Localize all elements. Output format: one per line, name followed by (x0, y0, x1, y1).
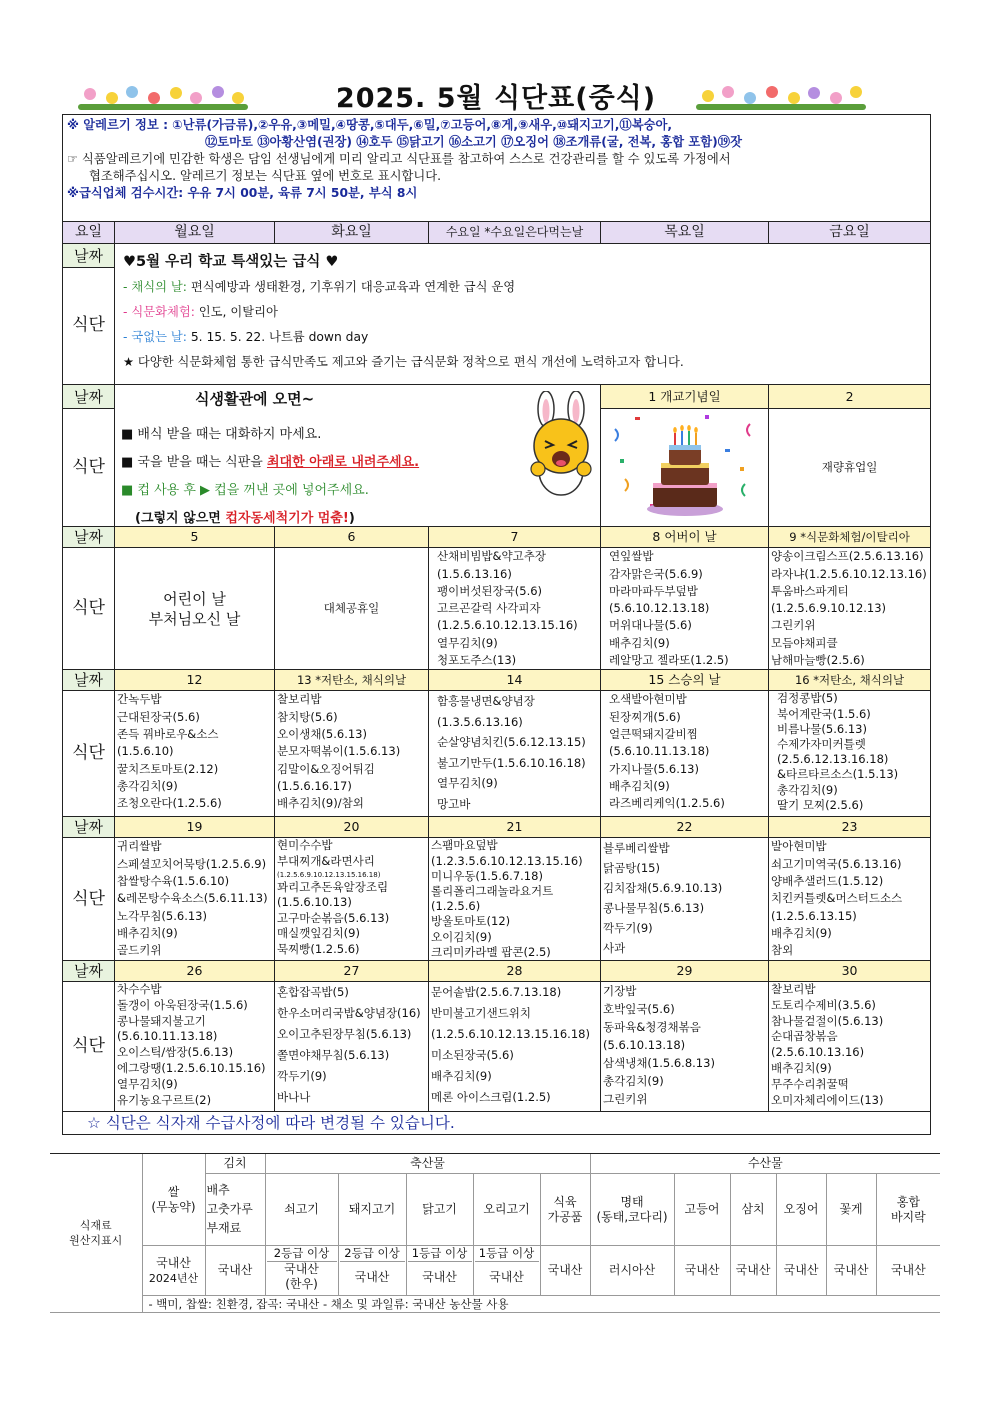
date-may-27: 27 (275, 961, 429, 982)
date-label: 날짜 (63, 817, 115, 838)
culture-label: - 식문화체험: (123, 305, 195, 319)
crab-origin: 국내산 (826, 1246, 876, 1296)
menu-may-13: 찰보리밥 참치탕(5.6) 오이생채(5.6.13) 분모자떡볶이(1.5.6.13) 김말이&오징어튀김 (1.5.6.16.17) 배추김치(9)/참외 (275, 691, 429, 817)
date-may-9: 9 *식문화체험/이탈리아 (769, 527, 931, 548)
kimchi-origin: 국내산 (205, 1246, 265, 1296)
day-header-label: 요일 (63, 222, 115, 244)
date-may-21: 21 (429, 817, 601, 838)
rule-4: (그렇지 않으면 컵자동세척기가 멈춤!) (135, 511, 355, 526)
cafeteria-title: 식생활관에 오면~ (195, 390, 315, 408)
menu-label: 식단 (63, 691, 115, 817)
origin-table (50, 1153, 940, 1313)
date-may-16: 16 *저탄소, 채식의날 (769, 670, 931, 691)
date-may-12: 12 (115, 670, 275, 691)
bunny-character-icon (521, 391, 601, 501)
menu-label: 식단 (63, 548, 115, 670)
rule-1: ■ 배식 받을 때는 대화하지 마세요. (121, 427, 322, 442)
menu-may-7: 산채비빔밥&약고추장 (1.5.6.13.16) 팽이버섯된장국(5.6) 고르곤갈릭 사각피자 (1.2.5.6.10.12.13.15.16) 열무김치(9) 청포도주스(13) (429, 548, 601, 670)
menu-label: 식단 (63, 838, 115, 961)
allergy-line-2: ⑫토마토 ⑬아황산염(권장) ⑭호두 ⑮닭고기 ⑯소고기 ⑰오징어 ⑱조개류(굴, 전복, 홍합 포함)⑲잣 (205, 135, 742, 149)
menu-may-26: 차수수밥 돌갱이 아욱된장국(1.5.6) 콩나물돼지불고기 (5.6.10.11.13.18) 오이스틱/쌈장(5.6.13) 에그랑땡(1.2.5.6.10.15.16) 열무김치(9) 유기농요구르트(2) (115, 982, 275, 1112)
duck-origin: 1등급 이상 국내산 (473, 1246, 540, 1296)
date-may-23: 23 (769, 817, 931, 838)
day-header-mon: 월요일 (115, 222, 275, 244)
date-may-2: 2 (769, 385, 931, 409)
date-may-20: 20 (275, 817, 429, 838)
cafeteria-rules (115, 385, 601, 527)
flower-decoration-right (696, 84, 866, 110)
menu-may-14: 함흥물냉면&양념장 (1.3.5.6.13.16) 순살양념치킨(5.6.12.13.15) 불고기만두(1.5.6.10.16.18) 열무김치(9) 망고바 (429, 691, 601, 817)
origin-note: - 백미, 찹쌀: 친환경, 잡곡: 국내산 - 채소 및 과일류: 국내산 농산물 사용 (142, 1296, 940, 1313)
special-meal-info (115, 244, 931, 385)
menu-may-27: 혼합잡곡밥(5) 한우소머리국밥&양념장(16) 오이고추된장무침(5.6.13) 쫄면야채무침(5.6.13) 깍두기(9) 바나나 (275, 982, 429, 1112)
crab-header: 꽃게 (826, 1174, 876, 1246)
beef-origin: 2등급 이상 국내산 (한우) (265, 1246, 338, 1296)
birthday-cake-icon (605, 409, 765, 521)
date-may-15: 15 스승의 날 (601, 670, 769, 691)
inspection-time: ※급식업체 검수시간: 우유 7시 00분, 육류 7시 50분, 부식 8시 (67, 186, 418, 200)
date-may-22: 22 (601, 817, 769, 838)
date-may-28: 28 (429, 961, 601, 982)
menu-may-19: 귀리쌀밥 스페셜꼬치어묵탕(1.2.5.6.9) 찹쌀탕수육(1.5.6.10) &레몬탕수육소스(5.6.11.13) 노각무침(5.6.13) 배추김치(9) 골드키위 (115, 838, 275, 961)
pollock-origin: 러시아산 (590, 1246, 674, 1296)
date-label: 날짜 (63, 527, 115, 548)
guide-line-1: ☞ 식품알레르기에 민감한 학생은 담임 선생님에게 미리 알리고 식단표를 참고하여 스스로 건강관리를 할 수 있도록 가정에서 (67, 152, 731, 166)
squid-origin: 국내산 (776, 1246, 826, 1296)
day-header-thu: 목요일 (601, 222, 769, 244)
no-soup-label: - 국없는 날: (123, 330, 187, 344)
menu-may-20: 현미수수밥 부대찌개&라면사리 (1.2.5.6.9.10.12.13.15.16.18) 꽈리고추돈육알장조림 (1.5.6.10.13) 고구마순볶음(5.6.13) 매실깻잎김치(9) 묵찌빵(1.2.5.6) (275, 838, 429, 961)
rice-header: 쌀 (무농약) (142, 1154, 205, 1246)
pork-header: 돼지고기 (338, 1174, 406, 1246)
kimchi-items: 배추 고춧가루 부재료 (205, 1174, 265, 1246)
spanish-mackerel-origin: 국내산 (730, 1246, 776, 1296)
menu-label: 식단 (63, 982, 115, 1112)
guide-line-2: 협조해주십시오. 알레르기 정보는 식단표 옆에 번호로 표시합니다. (89, 169, 441, 183)
mussel-origin: 국내산 (876, 1246, 940, 1296)
day-header-tue: 화요일 (275, 222, 429, 244)
menu-may-9: 양송이크림스프(2.5.6.13.16) 라자냐(1.2.5.6.10.12.13.16) 투움바스파게티 (1.2.5.6.9.10.12.13) 그린키위 모듬야채피클 남해마늘빵(2.5.6) (769, 548, 931, 670)
date-label: 날짜 (63, 670, 115, 691)
cake-illustration (601, 409, 769, 527)
page-title: 2025. 5월 식단표(중식) (335, 83, 657, 114)
rule-3: ■ 컵 사용 후 ▶ 컵을 꺼낸 곳에 넣어주세요. (121, 483, 369, 498)
menu-may-30: 찰보리밥 도토리수제비(3.5.6) 참나물겉절이(5.6.13) 순대곱창볶음 (2.5.6.10.13.16) 배추김치(9) 무주수리취꿀떡 오미자체리에이드(13) (769, 982, 931, 1112)
cafeteria-rule-list (121, 421, 419, 527)
date-may-6: 6 (275, 527, 429, 548)
date-may-26: 26 (115, 961, 275, 982)
kimchi-header: 김치 (205, 1154, 265, 1174)
date-may-7: 7 (429, 527, 601, 548)
day-header-wed: 수요일 *수요일은다먹는날 (429, 222, 601, 244)
culture-text: 인도, 이탈리아 (194, 305, 278, 319)
date-label: 날짜 (63, 961, 115, 982)
menu-label: 식단 (63, 409, 115, 527)
date-may-5: 5 (115, 527, 275, 548)
livestock-header: 축산물 (265, 1154, 590, 1174)
processed-header: 식육 가공품 (540, 1174, 590, 1246)
special-title: ♥5월 우리 학교 특색있는 급식 ♥ (123, 254, 339, 270)
date-may-30: 30 (769, 961, 931, 982)
date-may-13: 13 *저탄소, 채식의날 (275, 670, 429, 691)
veg-day-label: - 채식의 날: (123, 280, 187, 294)
rice-origin: 국내산 2024년산 (142, 1246, 205, 1296)
date-may-29: 29 (601, 961, 769, 982)
fri-holiday: 재량휴업일 (769, 409, 931, 527)
special-note: ★ 다양한 식문화체험 통한 급식만족도 제고와 즐기는 급식문화 정착으로 편식 개선에 노력하고자 합니다. (123, 355, 684, 369)
no-soup-text: 5. 15. 5. 22. 나트륨 down day (186, 330, 369, 344)
title-row (62, 72, 930, 116)
mussel-header: 홍합 바지락 (876, 1174, 940, 1246)
menu-may-22: 블루베리쌀밥 닭곰탕(15) 김치잡채(5.6.9.10.13) 콩나물무침(5.6.13) 깍두기(9) 사과 (601, 838, 769, 961)
date-label: 날짜 (63, 244, 115, 268)
menu-may-15: 오색발아현미밥 된장찌개(5.6) 얼큰떡돼지갈비찜 (5.6.10.11.13.18) 가지나물(5.6.13) 배추김치(9) 라즈베리케익(1.2.5.6) (601, 691, 769, 817)
menu-change-note: ☆ 식단은 식자재 수급사정에 따라 변경될 수 있습니다. (63, 1112, 931, 1135)
menu-may-6: 대체공휴일 (275, 548, 429, 670)
date-may-19: 19 (115, 817, 275, 838)
duck-header: 오리고기 (473, 1174, 540, 1246)
beef-header: 쇠고기 (265, 1174, 338, 1246)
date-label: 날짜 (63, 385, 115, 409)
menu-may-12: 간녹두밥 근대된장국(5.6) 존득 꿔바로우&소스 (1.5.6.10) 꿀치즈토마토(2.12) 총각김치(9) 조청오란다(1.2.5.6) (115, 691, 275, 817)
chicken-origin: 1등급 이상 국내산 (406, 1246, 473, 1296)
allergy-line-1: ※ 알레르기 정보 : ①난류(가금류),②우유,③메밀,④땅콩,⑤대두,⑥밀,⑦고등어,⑧게,⑨새우,⑩돼지고기,⑪복숭아, (67, 118, 673, 132)
date-may-14: 14 (429, 670, 601, 691)
date-may-1: 1 개교기념일 (601, 385, 769, 409)
seafood-header: 수산물 (590, 1154, 940, 1174)
origin-label: 식재료 원산지표시 (50, 1154, 142, 1313)
chicken-header: 닭고기 (406, 1174, 473, 1246)
squid-header: 오징어 (776, 1174, 826, 1246)
allergy-notice (63, 115, 931, 222)
day-header-fri: 금요일 (769, 222, 931, 244)
menu-may-28: 문어솥밥(2.5.6.7.13.18) 반미불고기샌드위치 (1.2.5.6.10.12.13.15.16.18) 미소된장국(5.6) 배추김치(9) 메론 아이스크림(1.2.5) (429, 982, 601, 1112)
date-may-8: 8 어버이 날 (601, 527, 769, 548)
veg-day-text: 편식예방과 생태환경, 기후위기 대응교육과 연계한 급식 운영 (186, 280, 516, 294)
menu-may-21: 스팸마요덮밥 (1.2.3.5.6.10.12.13.15.16) 미니우동(1.5.6.7.18) 롤리폴리그래놀라요거트 (1.2.5.6) 방울토마토(12) 오이김치(9) 크리미카라멜 팝콘(2.5) (429, 838, 601, 961)
spanish-mackerel-header: 삼치 (730, 1174, 776, 1246)
menu-may-16: 검정콩밥(5) 북어계란국(1.5.6) 비름나물(5.6.13) 수제가자미커틀렛 (2.5.6.12.13.16.18) &타르타르소스(1.5.13) 총각김치(9) 딸기 모찌(2.5.6) (769, 691, 931, 817)
pork-origin: 2등급 이상 국내산 (338, 1246, 406, 1296)
menu-may-5: 어린이 날 부처님오신 날 (115, 548, 275, 670)
menu-may-29: 기장밥 호박잎국(5.6) 동파육&청경채볶음 (5.6.10.13.18) 삼색냉채(1.5.6.8.13) 총각김치(9) 그린키위 (601, 982, 769, 1112)
mackerel-header: 고등어 (674, 1174, 730, 1246)
menu-label: 식단 (63, 268, 115, 385)
mackerel-origin: 국내산 (674, 1246, 730, 1296)
menu-may-8: 연잎쌀밥 감자맑은국(5.6.9) 마라마파두부덮밥 (5.6.10.12.13.18) 머위대나물(5.6) 배추김치(9) 레알망고 젤라또(1.2.5) (601, 548, 769, 670)
processed-origin: 국내산 (540, 1246, 590, 1296)
menu-may-23: 발아현미밥 쇠고기미역국(5.6.13.16) 양배추샐러드(1.5.12) 치킨커틀렛&머스터드소스 (1.2.5.6.13.15) 배추김치(9) 참외 (769, 838, 931, 961)
menu-table (62, 114, 931, 1135)
rule-2: ■ 국을 받을 때는 식판을 최대한 아래로 내려주세요. (121, 455, 420, 470)
pollock-header: 명태 (동태,코다리) (590, 1174, 674, 1246)
